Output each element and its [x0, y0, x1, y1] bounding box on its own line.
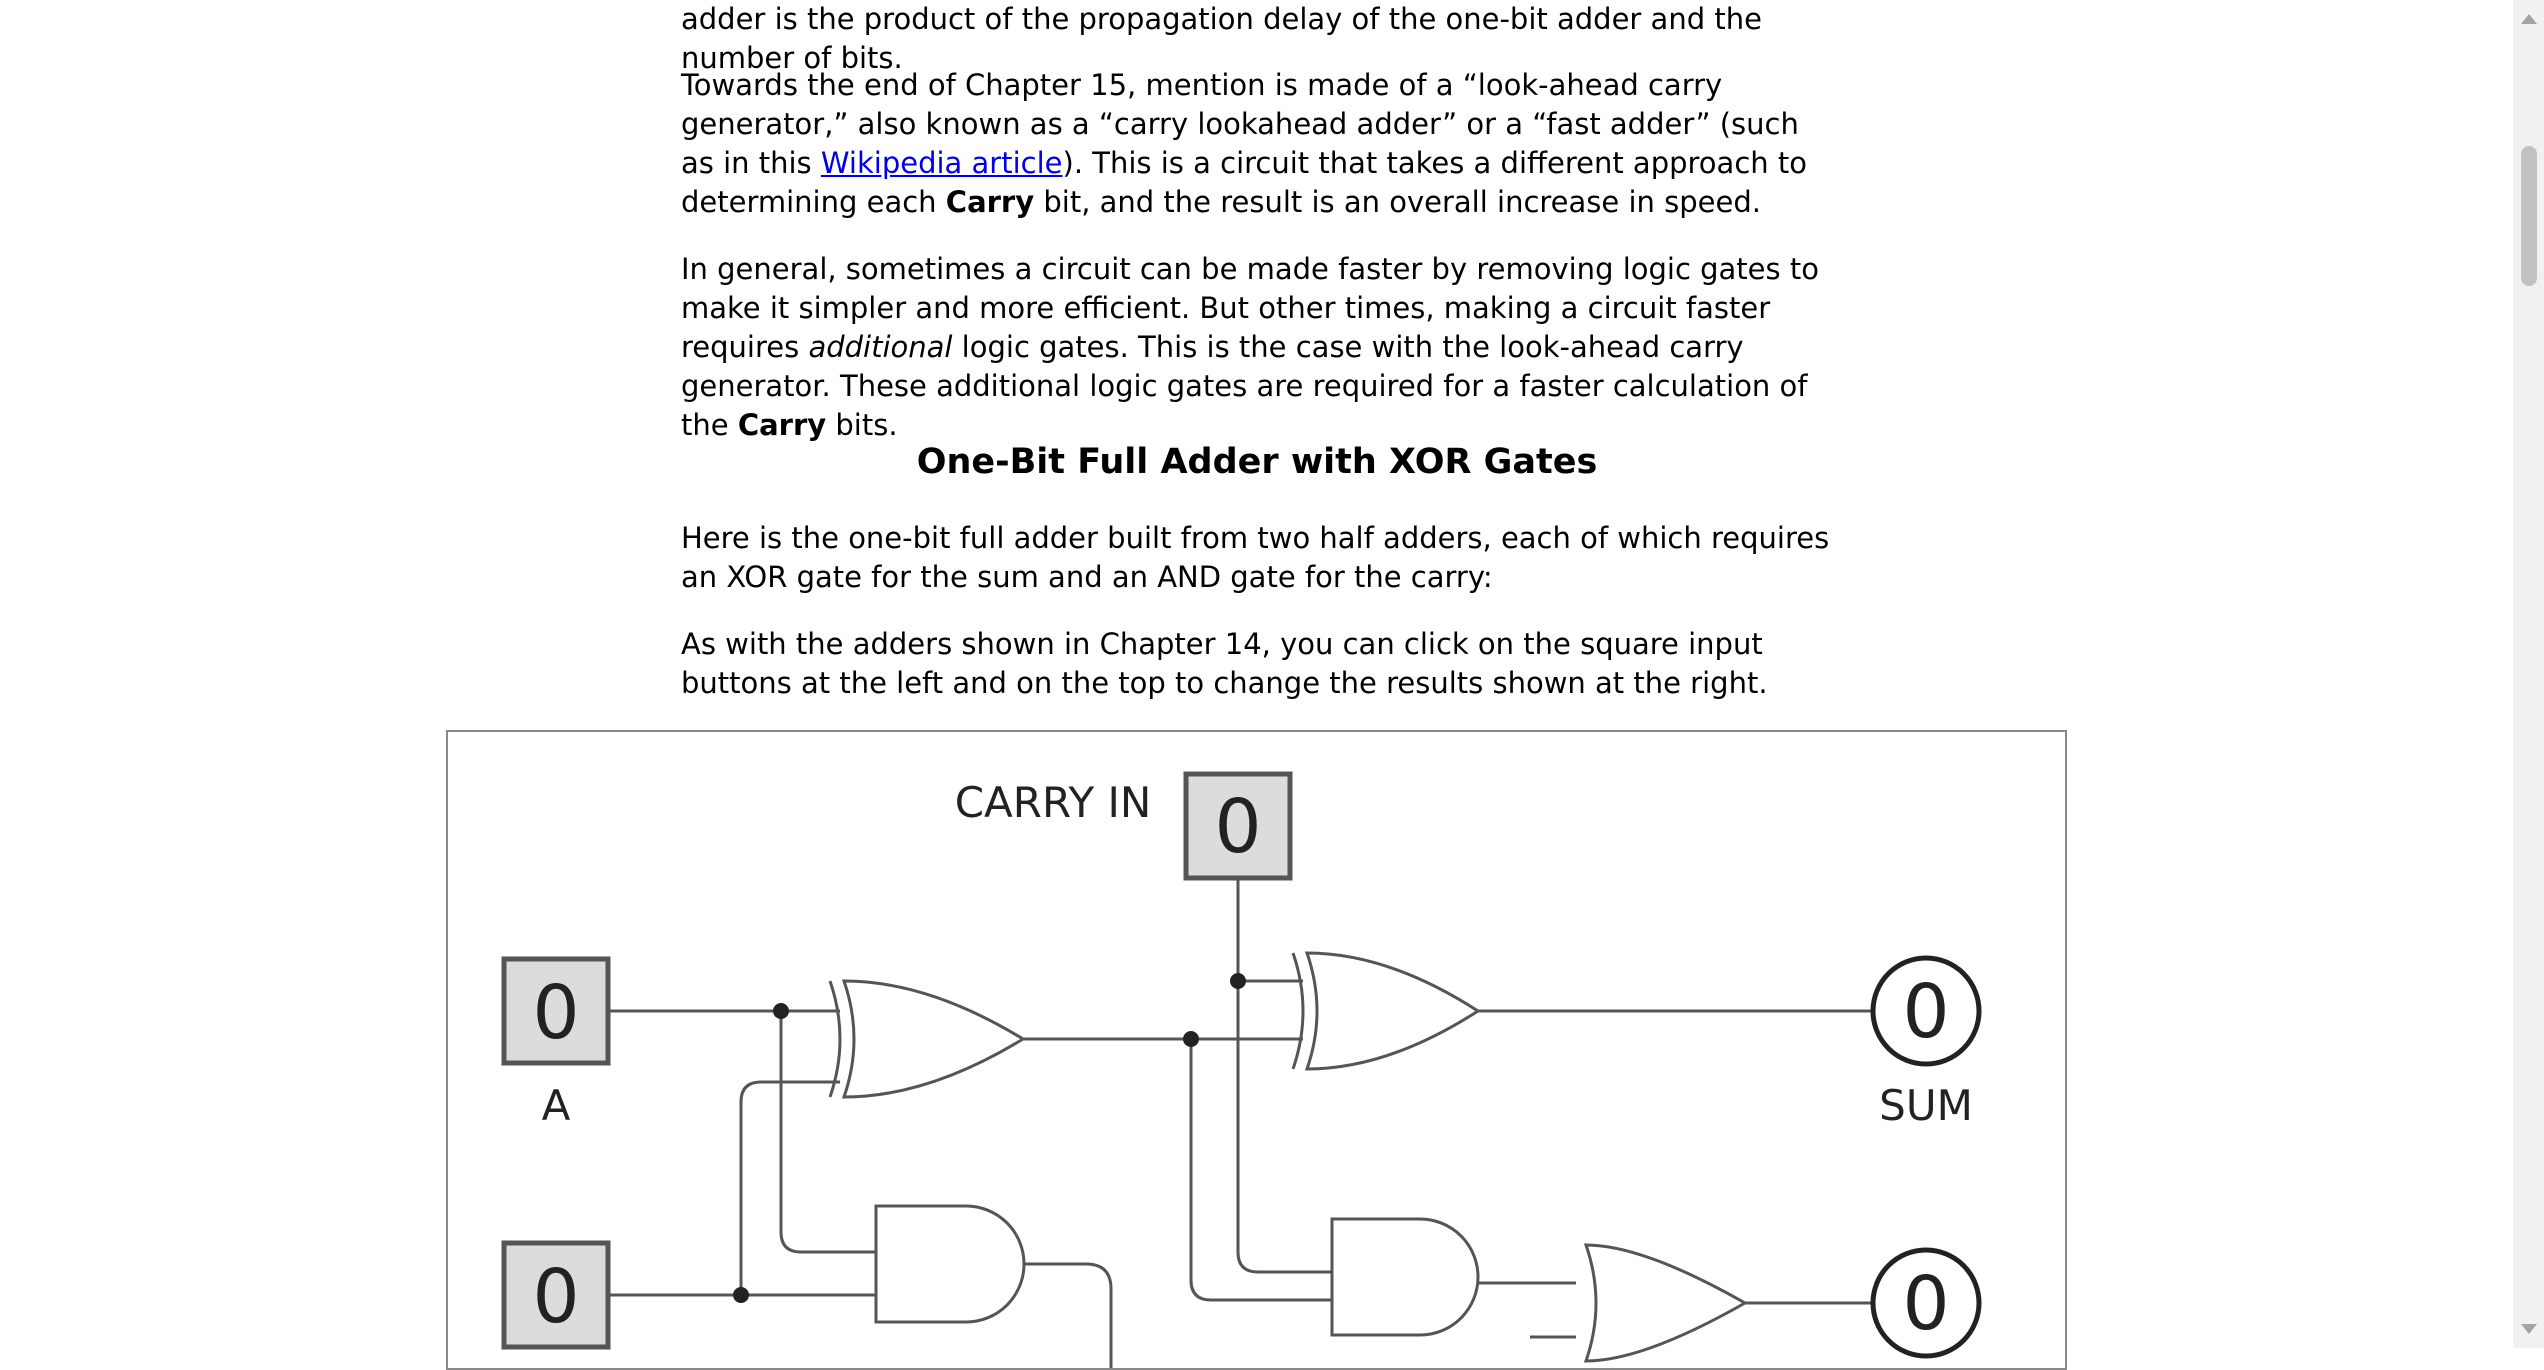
full-adder-diagram	[446, 730, 2067, 1370]
paragraph-full-adder	[681, 519, 1833, 597]
input-b-value: 0	[532, 1254, 580, 1340]
junction-dot	[1183, 1031, 1199, 1047]
paragraph-text: ). This is a circuit that takes a different approach to determining each	[681, 146, 1807, 219]
circuit-svg	[448, 732, 2067, 1370]
input-a-label: A	[541, 1081, 571, 1130]
junction-dot	[773, 1003, 789, 1019]
paragraph-text: Here is the one-bit full adder built from two half adders, each of which requires an XOR gate for the sum and an AND gate for the carry:	[681, 521, 1830, 594]
junction-dot	[1230, 973, 1246, 989]
carry-in-button[interactable]	[1186, 774, 1290, 878]
italic-additional: additional	[808, 330, 953, 364]
paragraph-text: bit, and the result is an overall increase in speed.	[1034, 185, 1761, 219]
paragraph-text: In general, sometimes a circuit can be made faster by removing logic gates to make it simpler and more efficient. But other times, making a circuit faster requires	[681, 252, 1819, 364]
sum-value: 0	[1902, 969, 1950, 1055]
xor-gate-2	[1293, 953, 1478, 1069]
carry-in-label: CARRY IN	[954, 778, 1152, 827]
and-gate-1	[876, 1206, 1024, 1322]
input-b-button[interactable]	[504, 1243, 608, 1347]
paragraph-text: adder is the product of the propagation delay of the one-bit adder and the number of bits.	[681, 2, 1762, 75]
junction-dot	[733, 1287, 749, 1303]
input-a-value: 0	[532, 970, 580, 1056]
paragraph-text: Towards the end of Chapter 15, mention is made of a “look-ahead carry generator,” also known as a “carry lookahead adder” or a “fast adder” (such as in this	[681, 68, 1799, 180]
paragraph-instructions	[681, 625, 1833, 703]
bold-carry: Carry	[945, 185, 1035, 219]
section-heading: One-Bit Full Adder with XOR Gates	[916, 442, 1598, 482]
paragraph-lookahead	[681, 66, 1833, 222]
or-gate	[1586, 1245, 1745, 1361]
carry-in-value: 0	[1214, 784, 1262, 870]
paragraph-text: bits.	[826, 408, 898, 442]
input-a-button[interactable]	[504, 959, 608, 1063]
scroll-down-arrow-icon[interactable]	[2521, 1324, 2537, 1334]
xor-gate-1	[830, 981, 1023, 1097]
carry-out-value: 0	[1902, 1261, 1950, 1347]
and-gate-2	[1332, 1219, 1478, 1335]
vertical-scrollbar[interactable]	[2513, 0, 2544, 1348]
paragraph-text: As with the adders shown in Chapter 14, you can click on the square input buttons at the left and on the top to change the results shown at the right.	[681, 627, 1768, 700]
sum-label: SUM	[1879, 1081, 1973, 1130]
carry-out-output	[1873, 1250, 1979, 1356]
paragraph-general	[681, 250, 1833, 445]
scrollbar-thumb[interactable]	[2521, 146, 2537, 286]
wikipedia-link[interactable]: Wikipedia article	[820, 146, 1063, 180]
paragraph-text: logic gates. This is the case with the look-ahead carry generator. These additional logic gates are required for a faster calculation of the	[681, 330, 1808, 442]
bold-carry: Carry	[737, 408, 827, 442]
sum-output	[1873, 958, 1979, 1064]
scroll-up-arrow-icon[interactable]	[2521, 14, 2537, 24]
